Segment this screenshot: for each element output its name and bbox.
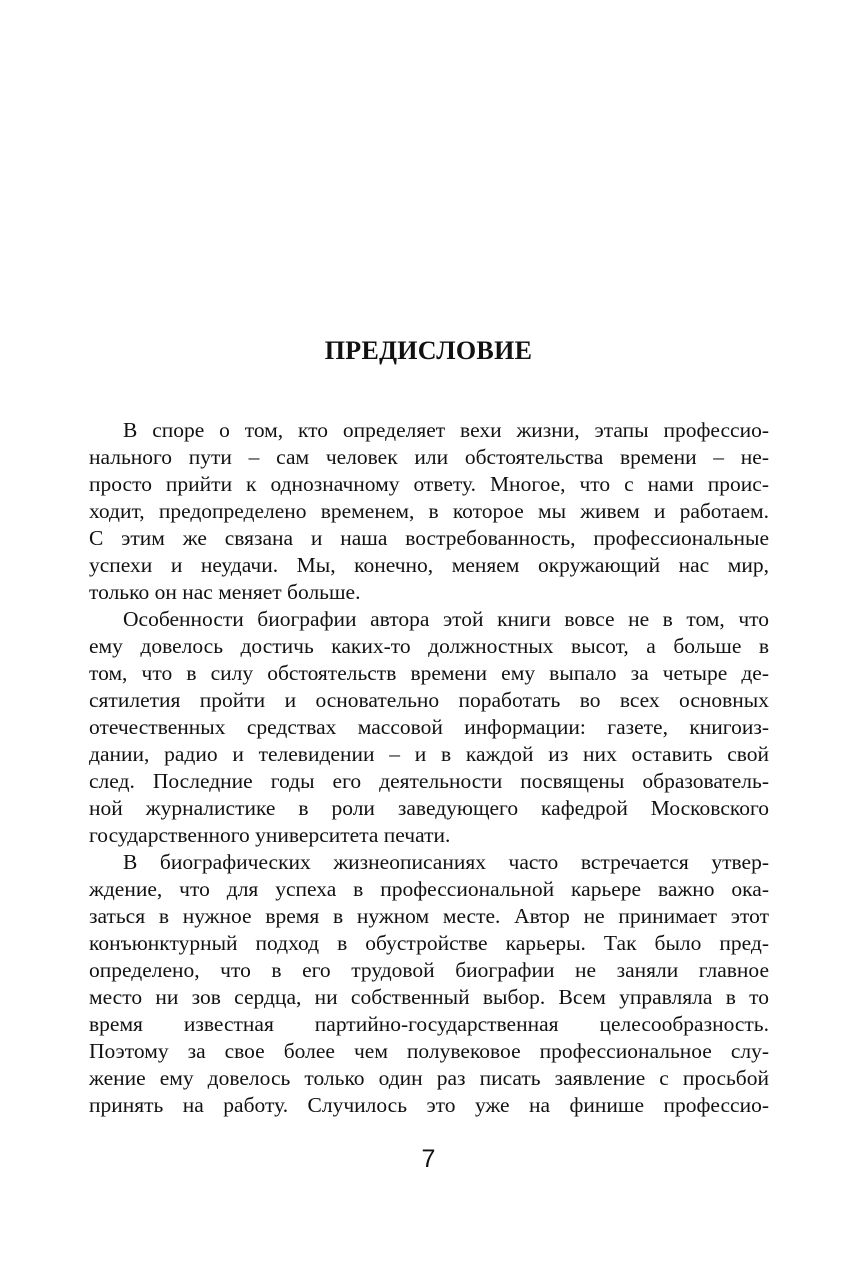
text-line: успехи и неудачи. Мы, конечно, меняем окружающий нас мир, (89, 553, 769, 577)
text-line: время известная партийно-государственная целесообразность. (89, 1012, 769, 1036)
paragraph-3 (89, 849, 769, 1119)
text-line: отечественных средствах массовой информации: газете, книгоиз- (89, 715, 769, 739)
text-line: В биографических жизнеописаниях часто встречается утвер- (123, 850, 769, 874)
text-line: Особенности биографии автора этой книги вовсе не в том, что (123, 607, 769, 631)
text-line: том, что в силу обстоятельств времени ему выпало за четыре де- (89, 661, 769, 685)
text-line: В споре о том, кто определяет вехи жизни, этапы профессио- (123, 418, 769, 442)
text-line: заться в нужное время в нужном месте. Автор не принимает этот (89, 904, 769, 928)
text-line: жение ему довелось только один раз писать заявление с просьбой (89, 1066, 769, 1090)
paragraph-2 (89, 606, 769, 849)
text-line: дании, радио и телевидении – и в каждой из них оставить свой (89, 742, 769, 766)
text-line: Поэтому за свое более чем полувековое профессиональное слу- (89, 1039, 769, 1063)
text-line: нального пути – сам человек или обстоятельства времени – не- (89, 445, 769, 469)
page-number: 7 (421, 1145, 436, 1173)
text-line: ждение, что для успеха в профессиональной карьере важно ока- (89, 877, 769, 901)
text-line: принять на работу. Случилось это уже на финише профессио- (89, 1093, 769, 1117)
text-line: просто прийти к однозначному ответу. Многое, что с нами проис- (89, 472, 769, 496)
page-title: ПРЕДИСЛОВИЕ (324, 336, 533, 365)
text-line: сятилетия пройти и основательно поработать во всех основных (89, 688, 769, 712)
text-line: С этим же связана и наша востребованность, профессиональные (89, 526, 769, 550)
text-line: ему довелось достичь каких-то должностных высот, а больше в (89, 634, 769, 658)
text-line: ной журналистике в роли заведующего кафедрой Московского (89, 796, 769, 820)
text-line: след. Последние годы его деятельности посвящены образователь- (89, 769, 769, 793)
text-line: ходит, предопределено временем, в которое мы живем и работаем. (89, 499, 769, 523)
text-line: определено, что в его трудовой биографии не заняли главное (89, 958, 769, 982)
text-line: конъюнктурный подход в обустройстве карьеры. Так было пред- (89, 931, 769, 955)
text-line: место ни зов сердца, ни собственный выбор. Всем управляла в то (89, 985, 769, 1009)
body-text (89, 417, 769, 1119)
text-line: государственного университета печати. (89, 823, 451, 847)
text-line: только он нас меняет больше. (89, 580, 361, 604)
paragraph-1 (89, 417, 769, 606)
